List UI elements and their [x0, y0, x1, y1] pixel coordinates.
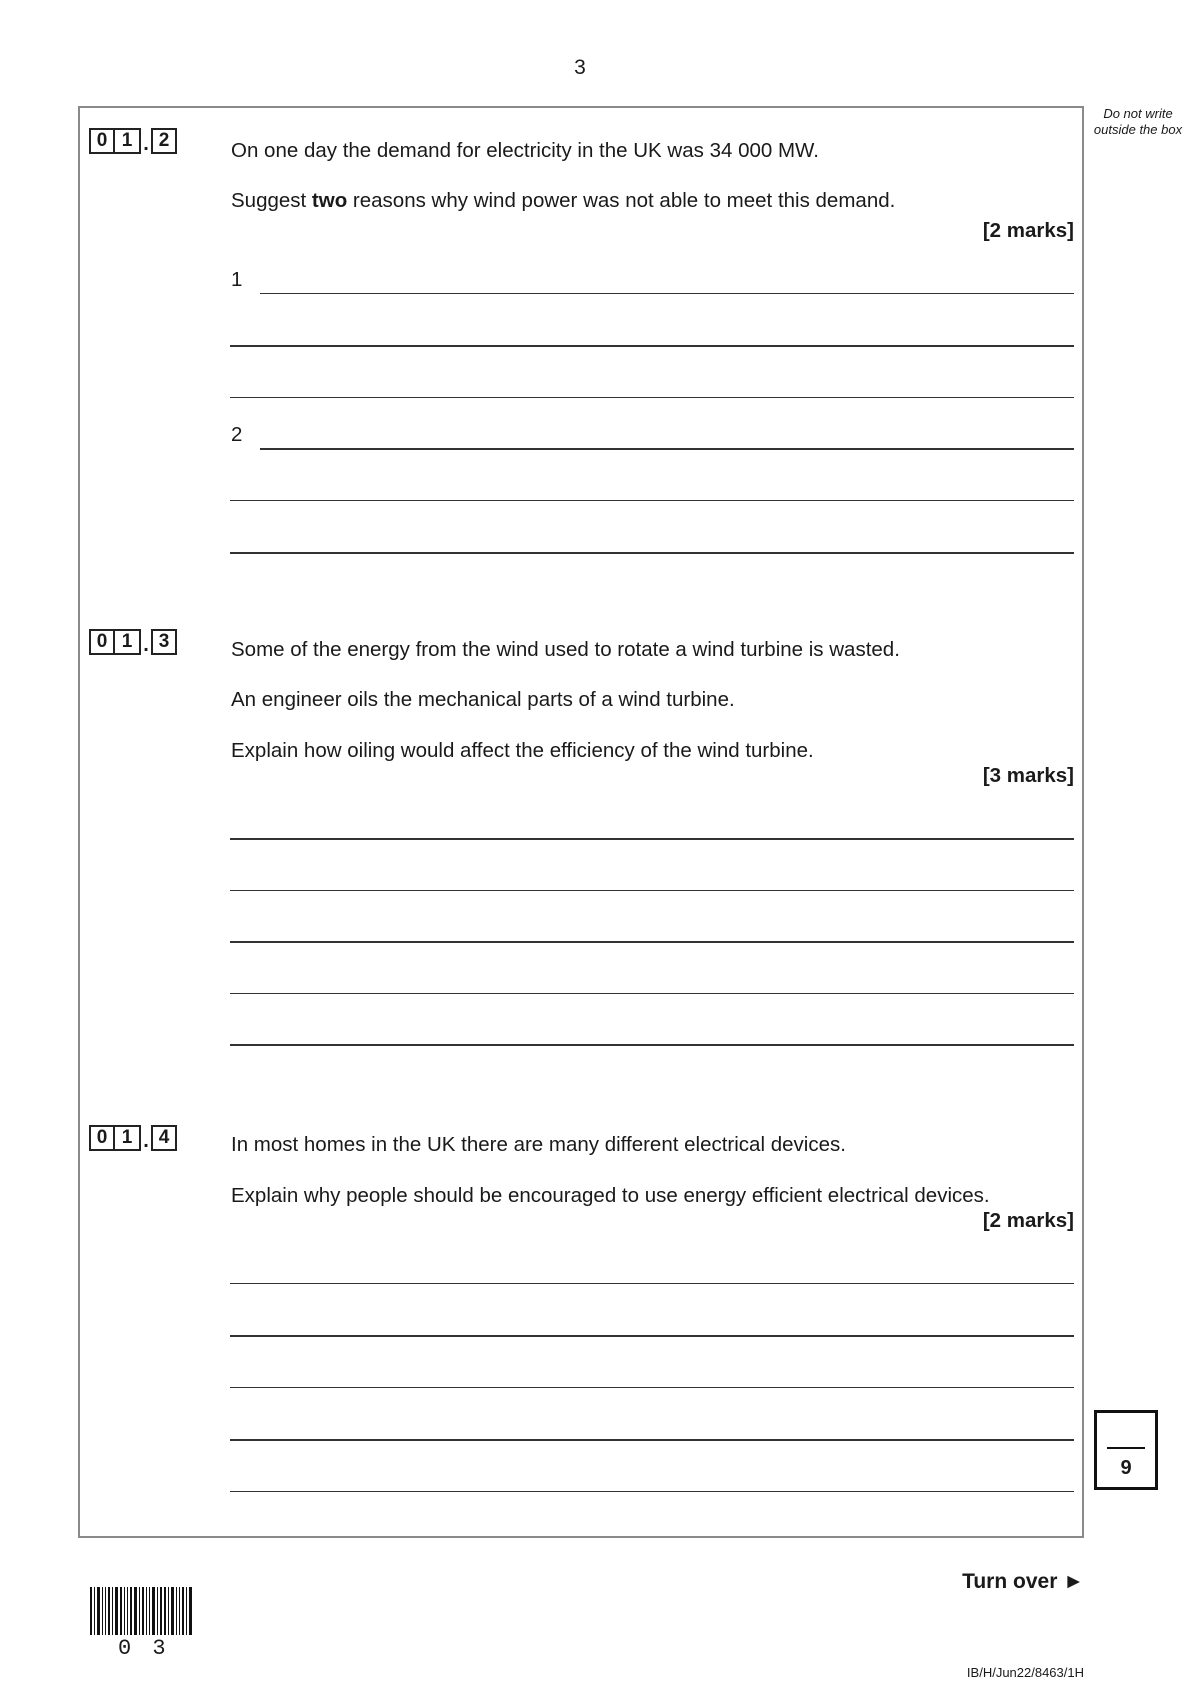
question-digit: 0 [89, 128, 115, 154]
question-number-01-4 [89, 1125, 177, 1151]
question-digit: 2 [151, 128, 177, 154]
barcode-bar [94, 1587, 95, 1635]
question-dot: . [143, 1130, 149, 1152]
barcode-bar [97, 1587, 100, 1635]
barcode-bar [127, 1587, 128, 1635]
barcode-bar [139, 1587, 140, 1635]
barcode-bar [108, 1587, 110, 1635]
turn-over-label: Turn over ► [962, 1570, 1084, 1593]
barcode-bar [179, 1587, 180, 1635]
barcode-bar [134, 1587, 137, 1635]
answer-line[interactable] [230, 1387, 1074, 1388]
question-digit: 3 [151, 629, 177, 655]
barcode-bar [152, 1587, 155, 1635]
question-instruction: Explain how oiling would affect the efficiency of the wind turbine. [231, 739, 814, 762]
question-digit: 1 [115, 1125, 141, 1151]
question-text: An engineer oils the mechanical parts of a wind turbine. [231, 688, 735, 711]
score-line [1107, 1447, 1145, 1449]
page-number: 3 [574, 56, 586, 79]
answer-number-1: 1 [231, 268, 243, 291]
question-text: Some of the energy from the wind used to rotate a wind turbine is wasted. [231, 638, 900, 661]
question-dot: . [143, 133, 149, 155]
question-digit: 1 [115, 128, 141, 154]
barcode-bar [186, 1587, 187, 1635]
barcode-bar [149, 1587, 150, 1635]
barcode-bar [105, 1587, 106, 1635]
barcode [90, 1587, 200, 1635]
question-digit: 1 [115, 629, 141, 655]
barcode-bar [168, 1587, 169, 1635]
barcode-bar [146, 1587, 147, 1635]
barcode-bar [164, 1587, 166, 1635]
question-text: In most homes in the UK there are many different electrical devices. [231, 1133, 846, 1156]
barcode-bar [189, 1587, 192, 1635]
barcode-bar [182, 1587, 184, 1635]
barcode-bar [157, 1587, 158, 1635]
marks-label: [2 marks] [982, 1209, 1074, 1232]
answer-line[interactable] [230, 552, 1074, 554]
barcode-bar [176, 1587, 177, 1635]
barcode-bar [130, 1587, 132, 1635]
barcode-bar [160, 1587, 162, 1635]
barcode-bar [102, 1587, 103, 1635]
question-dot: . [143, 634, 149, 656]
answer-line[interactable] [230, 397, 1074, 398]
barcode-bar [124, 1587, 125, 1635]
marks-label: [3 marks] [982, 764, 1074, 787]
answer-line[interactable] [260, 293, 1074, 294]
question-number-01-2 [89, 128, 177, 154]
question-digit: 0 [89, 629, 115, 655]
answer-line[interactable] [230, 838, 1074, 840]
barcode-bar [112, 1587, 113, 1635]
barcode-bar [142, 1587, 144, 1635]
answer-line[interactable] [230, 941, 1074, 943]
barcode-bar [90, 1587, 92, 1635]
question-digit: 0 [89, 1125, 115, 1151]
answer-number-2: 2 [231, 423, 243, 446]
answer-line[interactable] [230, 1283, 1074, 1284]
score-total: 9 [1120, 1457, 1132, 1479]
question-instruction: Explain why people should be encouraged to use energy efficient electrical devices. [231, 1184, 990, 1207]
answer-line[interactable] [230, 993, 1074, 994]
barcode-text: 0 3 [118, 1636, 170, 1661]
answer-frame [78, 106, 1084, 1538]
score-box [1094, 1410, 1158, 1490]
question-instruction: Suggest two reasons why wind power was not able to meet this demand. [231, 189, 896, 212]
answer-line[interactable] [230, 1491, 1074, 1492]
question-digit: 4 [151, 1125, 177, 1151]
answer-line[interactable] [230, 1439, 1074, 1441]
answer-line[interactable] [230, 345, 1074, 347]
answer-line[interactable] [230, 500, 1074, 501]
marks-label: [2 marks] [982, 219, 1074, 242]
question-number-01-3 [89, 629, 177, 655]
answer-line[interactable] [230, 1335, 1074, 1337]
barcode-bar [115, 1587, 118, 1635]
barcode-bar [120, 1587, 122, 1635]
answer-line[interactable] [260, 448, 1074, 450]
answer-line[interactable] [230, 1044, 1074, 1046]
page-code: IB/H/Jun22/8463/1H [966, 1665, 1084, 1680]
question-text: On one day the demand for electricity in the UK was 34 000 MW. [231, 139, 819, 162]
barcode-bar [171, 1587, 174, 1635]
answer-line[interactable] [230, 890, 1074, 891]
margin-note: Do not write outside the box [1093, 106, 1183, 137]
